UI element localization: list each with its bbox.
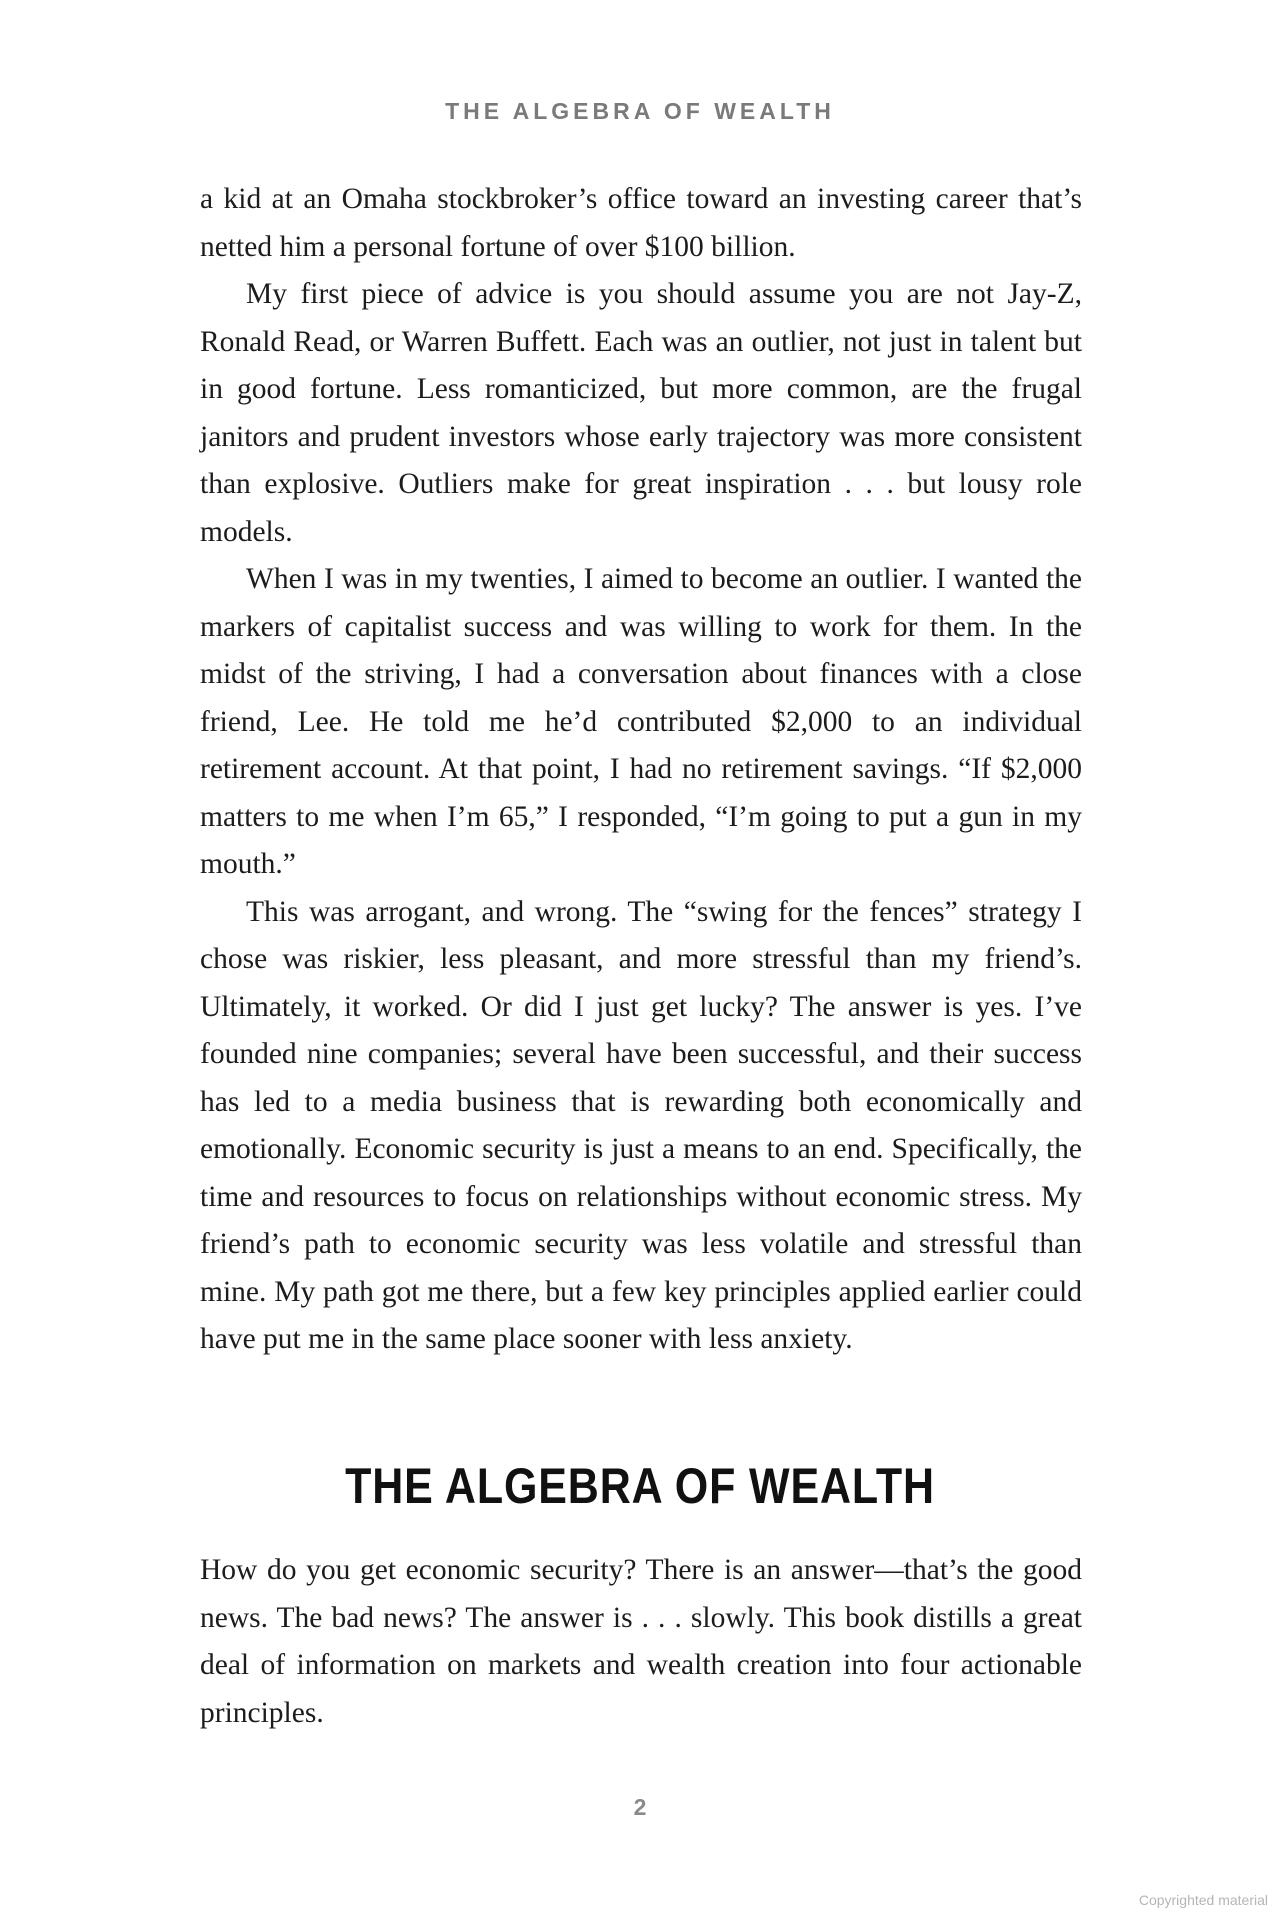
page-number: 2 <box>633 1794 647 1820</box>
section-body-text <box>200 1547 1082 1737</box>
paragraph-continuation: a kid at an Omaha stockbroker’s office toward an investing career that’s netted him a personal fortune of over $100 billion. <box>200 183 1082 263</box>
section-heading: THE ALGEBRA OF WEALTH <box>345 1458 935 1514</box>
body-text <box>200 176 1082 1364</box>
copyright-watermark: Copyrighted material <box>1138 1892 1268 1908</box>
paragraph-outliers: My first piece of advice is you should assume you are not Jay-Z, Ronald Read, or Warren Buffett. Each was an outlier, not just in talent but in good fortune. Less romanticized, but more common, are the frugal janitors and prudent investors whose early trajectory was more consistent than explosive. Outliers make for great inspiration . . . but lousy role models. <box>200 278 1082 548</box>
paragraph-twenties: When I was in my twenties, I aimed to become an outlier. I wanted the markers of capitalist success and was willing to work for them. In the midst of the striving, I had a conversation about finances with a close friend, Lee. He told me he’d contributed $2,000 to an individual retirement account. At that point, I had no retirement savings. “If $2,000 matters to me when I’m 65,” I responded, “I’m going to put a gun in my mouth.” <box>200 563 1082 880</box>
running-head: THE ALGEBRA OF WEALTH <box>445 98 835 124</box>
paragraph-economic-security: How do you get economic security? There is an answer—that’s the good news. The bad news? The answer is . . . slowly. This book distills a great deal of information on markets and wealth creation into four actionable principles. <box>200 1554 1082 1729</box>
paragraph-arrogant: This was arrogant, and wrong. The “swing for the fences” strategy I chose was riskier, less pleasant, and more stressful than my friend’s. Ultimately, it worked. Or did I just get lucky? The answer is yes. I’ve founded nine companies; several have been successful, and their success has led to a media business that is rewarding both economically and emotionally. Economic security is just a means to an end. Specifically, the time and resources to focus on relationships without economic stress. My friend’s path to economic security was less volatile and stressful than mine. My path got me there, but a few key principles applied earlier could have put me in the same place sooner with less anxiety. <box>200 895 1082 1355</box>
